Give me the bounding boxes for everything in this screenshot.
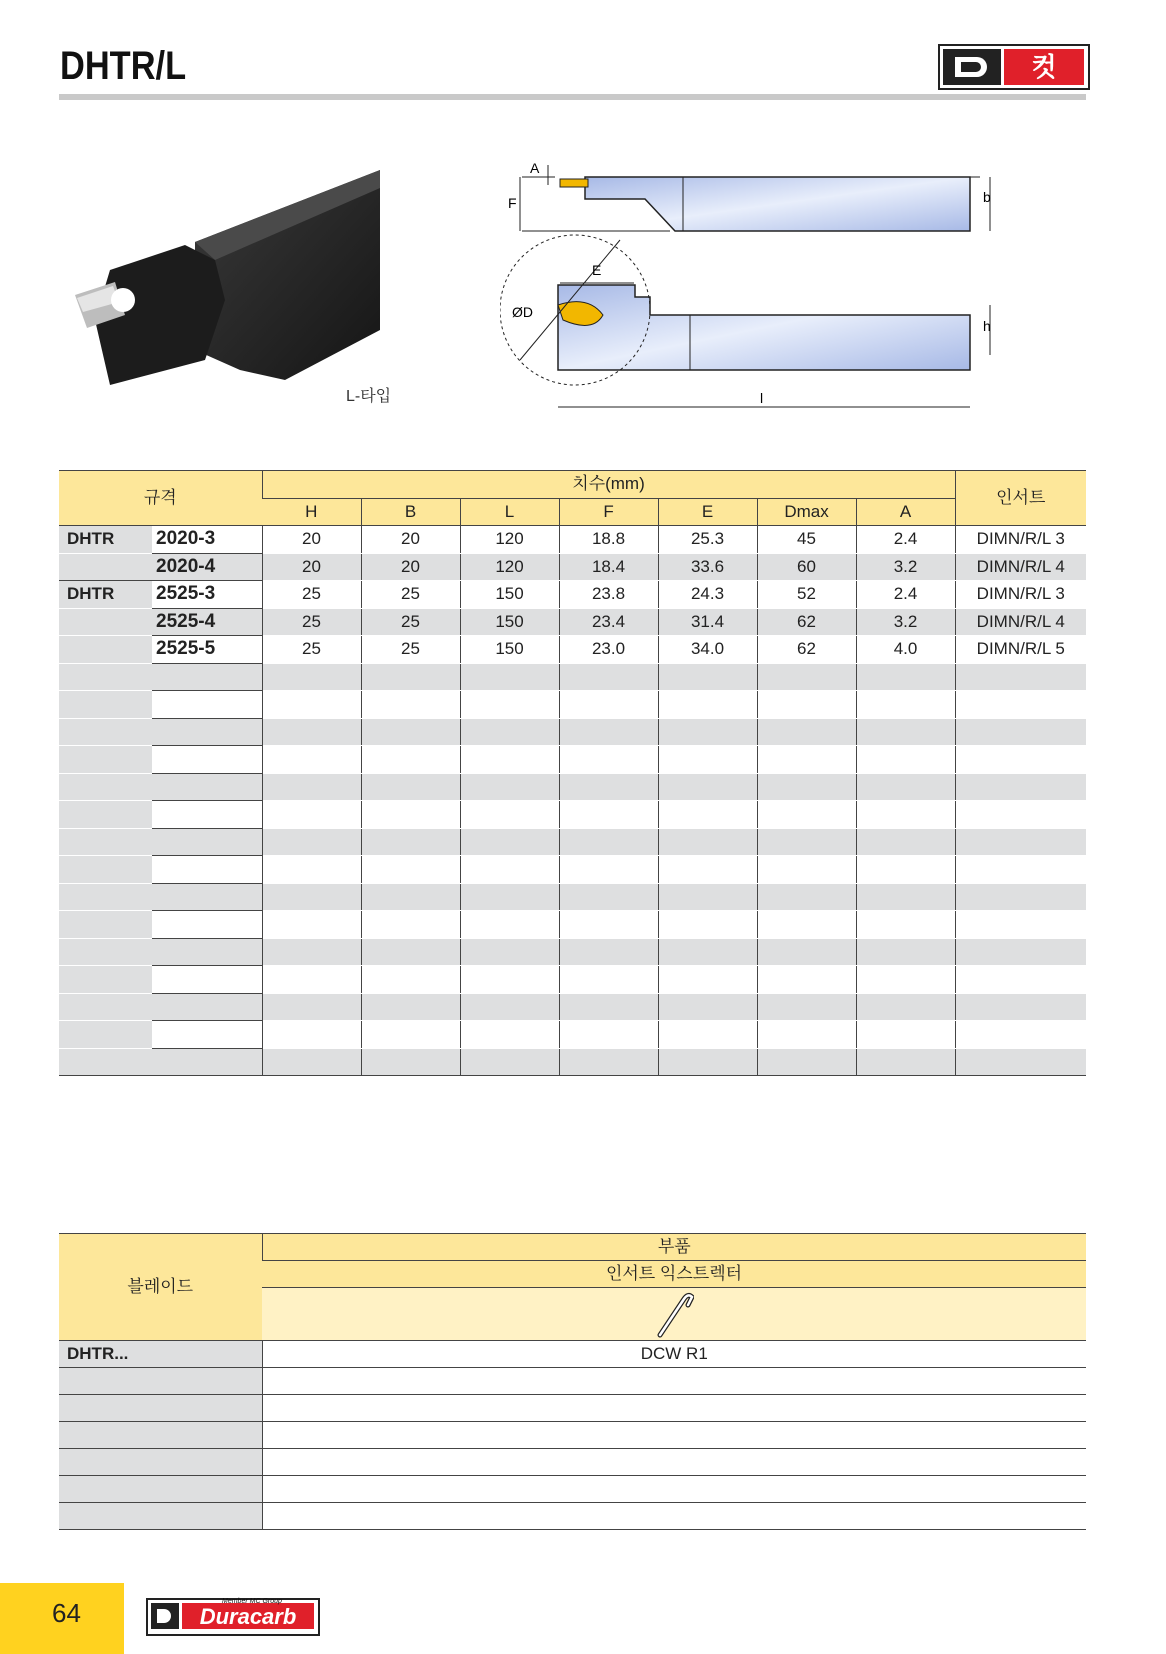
table-row xyxy=(59,1048,1086,1076)
cell xyxy=(559,746,658,774)
cell xyxy=(460,883,559,911)
spec-table xyxy=(59,470,1086,1076)
cell xyxy=(757,1021,856,1049)
brand-tagline: Member MC Group xyxy=(222,1598,282,1605)
table-row xyxy=(59,1368,1086,1395)
cell xyxy=(757,938,856,966)
series-label xyxy=(59,966,152,994)
brand-name: Duracarb xyxy=(182,1603,314,1629)
cell xyxy=(361,938,460,966)
cell xyxy=(658,883,757,911)
cell: 2.4 xyxy=(856,581,955,609)
cell xyxy=(757,718,856,746)
cell xyxy=(856,828,955,856)
series-label xyxy=(59,691,152,719)
cell: 25 xyxy=(262,608,361,636)
cell xyxy=(856,691,955,719)
blade-cell xyxy=(59,1503,262,1530)
cell: 3.2 xyxy=(856,553,955,581)
blade-cell xyxy=(59,1368,262,1395)
cell xyxy=(460,856,559,884)
cell xyxy=(361,911,460,939)
parts-table xyxy=(59,1233,1086,1530)
cell: 20 xyxy=(262,553,361,581)
cell: 24.3 xyxy=(658,581,757,609)
cell xyxy=(559,773,658,801)
cell xyxy=(658,746,757,774)
series-label xyxy=(59,1048,152,1076)
spec-code: 2525-4 xyxy=(152,608,262,636)
cell xyxy=(262,966,361,994)
cell xyxy=(460,828,559,856)
cell xyxy=(856,773,955,801)
cell: 3.2 xyxy=(856,608,955,636)
cell: 62 xyxy=(757,636,856,664)
cell xyxy=(460,691,559,719)
cell xyxy=(757,691,856,719)
spec-code xyxy=(152,663,262,691)
cell xyxy=(757,911,856,939)
cell xyxy=(856,938,955,966)
table-row xyxy=(59,993,1086,1021)
table-row xyxy=(59,581,1086,609)
cell xyxy=(955,828,1086,856)
insert-cell: DIMN/R/L 3 xyxy=(955,526,1086,554)
table-row xyxy=(59,1422,1086,1449)
spec-code xyxy=(152,828,262,856)
spec-code: 2020-4 xyxy=(152,553,262,581)
cell xyxy=(361,773,460,801)
cell xyxy=(856,966,955,994)
cell xyxy=(955,856,1086,884)
series-label xyxy=(59,718,152,746)
blade-cell xyxy=(59,1395,262,1422)
blade-cell xyxy=(59,1476,262,1503)
cell xyxy=(361,801,460,829)
table-row xyxy=(59,1341,1086,1368)
cell xyxy=(757,966,856,994)
label-D: ØD xyxy=(512,304,533,320)
insert-cell: DIMN/R/L 3 xyxy=(955,581,1086,609)
cell xyxy=(361,883,460,911)
spec-header-row-1 xyxy=(59,471,1086,499)
page-number: 64 xyxy=(52,1598,81,1628)
cell xyxy=(856,663,955,691)
cell xyxy=(460,663,559,691)
cell xyxy=(460,773,559,801)
cell xyxy=(856,856,955,884)
table-row xyxy=(59,938,1086,966)
spec-code xyxy=(152,718,262,746)
cell xyxy=(262,938,361,966)
col-e: E xyxy=(658,498,757,526)
table-row xyxy=(59,1503,1086,1530)
series-label xyxy=(59,801,152,829)
series-label xyxy=(59,636,152,664)
spec-code xyxy=(152,883,262,911)
table-row xyxy=(59,1449,1086,1476)
cell xyxy=(658,966,757,994)
d-mark-icon xyxy=(151,1603,179,1629)
cell xyxy=(460,1048,559,1076)
cell: 25.3 xyxy=(658,526,757,554)
insert-cell: DIMN/R/L 4 xyxy=(955,608,1086,636)
cell xyxy=(460,718,559,746)
cell: 25 xyxy=(361,608,460,636)
cell xyxy=(955,993,1086,1021)
col-dmax: Dmax xyxy=(757,498,856,526)
cell xyxy=(856,1048,955,1076)
parts-empty-rows xyxy=(59,1368,1086,1530)
tool-photo xyxy=(75,170,395,400)
cell xyxy=(955,773,1086,801)
cell: 25 xyxy=(262,581,361,609)
extractor-image-cell xyxy=(262,1288,1086,1341)
insert-cell: DIMN/R/L 4 xyxy=(955,553,1086,581)
logo-text: 컷 xyxy=(1004,49,1084,85)
cell xyxy=(460,911,559,939)
cell: 25 xyxy=(262,636,361,664)
cell xyxy=(955,911,1086,939)
part-cell xyxy=(262,1368,1086,1395)
blade-cell: DHTR... xyxy=(59,1341,262,1368)
part-cell xyxy=(262,1395,1086,1422)
part-cell xyxy=(262,1503,1086,1530)
series-label: DHTR xyxy=(59,581,152,609)
table-row xyxy=(59,773,1086,801)
tool-diagram xyxy=(500,155,1020,425)
blade-header: 블레이드 xyxy=(59,1234,262,1341)
cell xyxy=(361,663,460,691)
cell xyxy=(955,1048,1086,1076)
cell xyxy=(757,773,856,801)
cell xyxy=(361,856,460,884)
cell: 20 xyxy=(262,526,361,554)
cell xyxy=(262,1048,361,1076)
cell xyxy=(658,828,757,856)
cell: 2.4 xyxy=(856,526,955,554)
cell xyxy=(856,801,955,829)
table-row xyxy=(59,911,1086,939)
cell xyxy=(559,938,658,966)
cell xyxy=(460,938,559,966)
cell xyxy=(856,993,955,1021)
series-label xyxy=(59,993,152,1021)
cell xyxy=(262,746,361,774)
parts-header: 부품 xyxy=(262,1234,1086,1261)
cell: 20 xyxy=(361,526,460,554)
title-divider xyxy=(59,94,1086,100)
label-F: F xyxy=(508,195,517,211)
spec-code xyxy=(152,1048,262,1076)
cell xyxy=(361,966,460,994)
cell xyxy=(658,1048,757,1076)
cell: 23.8 xyxy=(559,581,658,609)
cell xyxy=(460,993,559,1021)
cell xyxy=(757,1048,856,1076)
cell: 18.8 xyxy=(559,526,658,554)
series-label: DHTR xyxy=(59,526,152,554)
cell xyxy=(460,801,559,829)
cell xyxy=(559,856,658,884)
cell xyxy=(757,828,856,856)
spec-code xyxy=(152,746,262,774)
cell xyxy=(757,801,856,829)
cell xyxy=(658,911,757,939)
cell xyxy=(658,718,757,746)
cell xyxy=(955,883,1086,911)
cell xyxy=(460,746,559,774)
cell xyxy=(559,993,658,1021)
series-label xyxy=(59,553,152,581)
cell xyxy=(262,1021,361,1049)
part-cell: DCW R1 xyxy=(262,1341,1086,1368)
table-row xyxy=(59,828,1086,856)
cell xyxy=(559,801,658,829)
series-label xyxy=(59,828,152,856)
series-label xyxy=(59,663,152,691)
cell: 62 xyxy=(757,608,856,636)
table-row xyxy=(59,966,1086,994)
cell xyxy=(658,773,757,801)
cell xyxy=(262,856,361,884)
label-E: E xyxy=(592,262,602,278)
table-row xyxy=(59,608,1086,636)
cell xyxy=(955,746,1086,774)
cell xyxy=(955,1021,1086,1049)
cell xyxy=(559,718,658,746)
table-row xyxy=(59,663,1086,691)
cell xyxy=(262,663,361,691)
label-A: A xyxy=(530,160,540,176)
photo-caption: L-타입 xyxy=(346,388,392,405)
cell xyxy=(955,663,1086,691)
spec-code xyxy=(152,773,262,801)
cell xyxy=(658,938,757,966)
extractor-icon xyxy=(654,1289,694,1339)
spec-code xyxy=(152,911,262,939)
cell xyxy=(559,966,658,994)
cell xyxy=(757,993,856,1021)
table-row xyxy=(59,746,1086,774)
cell xyxy=(955,718,1086,746)
cell xyxy=(658,993,757,1021)
cell xyxy=(955,691,1086,719)
cell: 23.4 xyxy=(559,608,658,636)
cell xyxy=(262,691,361,719)
label-l: l xyxy=(760,390,764,406)
table-row xyxy=(59,801,1086,829)
series-label xyxy=(59,938,152,966)
cell xyxy=(460,1021,559,1049)
cell: 18.4 xyxy=(559,553,658,581)
cell xyxy=(658,801,757,829)
table-row xyxy=(59,1476,1086,1503)
page-title: DHTR/L xyxy=(60,44,187,88)
table-row xyxy=(59,553,1086,581)
cell: 45 xyxy=(757,526,856,554)
cell xyxy=(856,746,955,774)
spec-dims-header: 치수(mm) xyxy=(262,471,955,499)
spec-code xyxy=(152,801,262,829)
spec-code xyxy=(152,938,262,966)
col-h: H xyxy=(262,498,361,526)
spec-insert-header: 인서트 xyxy=(955,471,1086,526)
spec-code xyxy=(152,966,262,994)
cell xyxy=(559,691,658,719)
cell: 4.0 xyxy=(856,636,955,664)
spec-code xyxy=(152,1021,262,1049)
cell xyxy=(658,663,757,691)
cell xyxy=(262,828,361,856)
part-cell xyxy=(262,1449,1086,1476)
cell xyxy=(262,718,361,746)
table-row xyxy=(59,883,1086,911)
series-label xyxy=(59,856,152,884)
cell xyxy=(856,911,955,939)
cell xyxy=(262,993,361,1021)
cell xyxy=(559,911,658,939)
col-l: L xyxy=(460,498,559,526)
spec-empty-rows xyxy=(59,663,1086,1076)
table-row xyxy=(59,718,1086,746)
table-row xyxy=(59,1021,1086,1049)
label-h: h xyxy=(983,318,991,334)
col-b: B xyxy=(361,498,460,526)
spec-code: 2020-3 xyxy=(152,526,262,554)
col-a: A xyxy=(856,498,955,526)
cell: 120 xyxy=(460,526,559,554)
extractor-header: 인서트 익스트렉터 xyxy=(262,1261,1086,1288)
cell xyxy=(559,1048,658,1076)
cell: 31.4 xyxy=(658,608,757,636)
cell xyxy=(757,663,856,691)
blade-cell xyxy=(59,1449,262,1476)
cell: 120 xyxy=(460,553,559,581)
cell: 60 xyxy=(757,553,856,581)
cell xyxy=(856,718,955,746)
cell xyxy=(559,883,658,911)
col-f: F xyxy=(559,498,658,526)
series-label xyxy=(59,1021,152,1049)
label-b: b xyxy=(983,189,991,205)
cell: 25 xyxy=(361,581,460,609)
cell xyxy=(955,938,1086,966)
cell xyxy=(361,828,460,856)
series-label xyxy=(59,911,152,939)
cell xyxy=(757,883,856,911)
table-row xyxy=(59,856,1086,884)
series-label xyxy=(59,746,152,774)
cell xyxy=(361,993,460,1021)
cell xyxy=(757,746,856,774)
cell xyxy=(658,1021,757,1049)
table-row xyxy=(59,636,1086,664)
cell xyxy=(658,856,757,884)
spec-group-header: 규격 xyxy=(59,471,262,526)
footer-brand-logo xyxy=(146,1598,320,1636)
cell xyxy=(559,1021,658,1049)
spec-code xyxy=(152,856,262,884)
table-row xyxy=(59,526,1086,554)
cell xyxy=(460,966,559,994)
cell xyxy=(262,883,361,911)
cell xyxy=(856,1021,955,1049)
cell xyxy=(856,883,955,911)
cell xyxy=(559,663,658,691)
spec-code: 2525-5 xyxy=(152,636,262,664)
spec-code xyxy=(152,993,262,1021)
d-mark-icon xyxy=(943,49,1001,85)
cell: 23.0 xyxy=(559,636,658,664)
parts-header-row-1 xyxy=(59,1234,1086,1261)
cell xyxy=(361,1021,460,1049)
cell xyxy=(955,801,1086,829)
insert-cell: DIMN/R/L 5 xyxy=(955,636,1086,664)
cell: 150 xyxy=(460,636,559,664)
cell xyxy=(361,746,460,774)
cell xyxy=(262,801,361,829)
cell xyxy=(559,828,658,856)
cell xyxy=(361,1048,460,1076)
blade-cell xyxy=(59,1422,262,1449)
series-label xyxy=(59,608,152,636)
brand-logo xyxy=(938,44,1090,90)
cell: 52 xyxy=(757,581,856,609)
cell: 150 xyxy=(460,608,559,636)
part-cell xyxy=(262,1422,1086,1449)
spec-code xyxy=(152,691,262,719)
cell xyxy=(361,691,460,719)
part-cell xyxy=(262,1476,1086,1503)
table-row xyxy=(59,691,1086,719)
cell xyxy=(757,856,856,884)
cell xyxy=(955,966,1086,994)
cell: 25 xyxy=(361,636,460,664)
cell xyxy=(658,691,757,719)
cell xyxy=(361,718,460,746)
cell: 34.0 xyxy=(658,636,757,664)
spec-code: 2525-3 xyxy=(152,581,262,609)
series-label xyxy=(59,773,152,801)
table-row xyxy=(59,1395,1086,1422)
cell: 33.6 xyxy=(658,553,757,581)
cell: 150 xyxy=(460,581,559,609)
cell xyxy=(262,911,361,939)
cell: 20 xyxy=(361,553,460,581)
series-label xyxy=(59,883,152,911)
cell xyxy=(262,773,361,801)
